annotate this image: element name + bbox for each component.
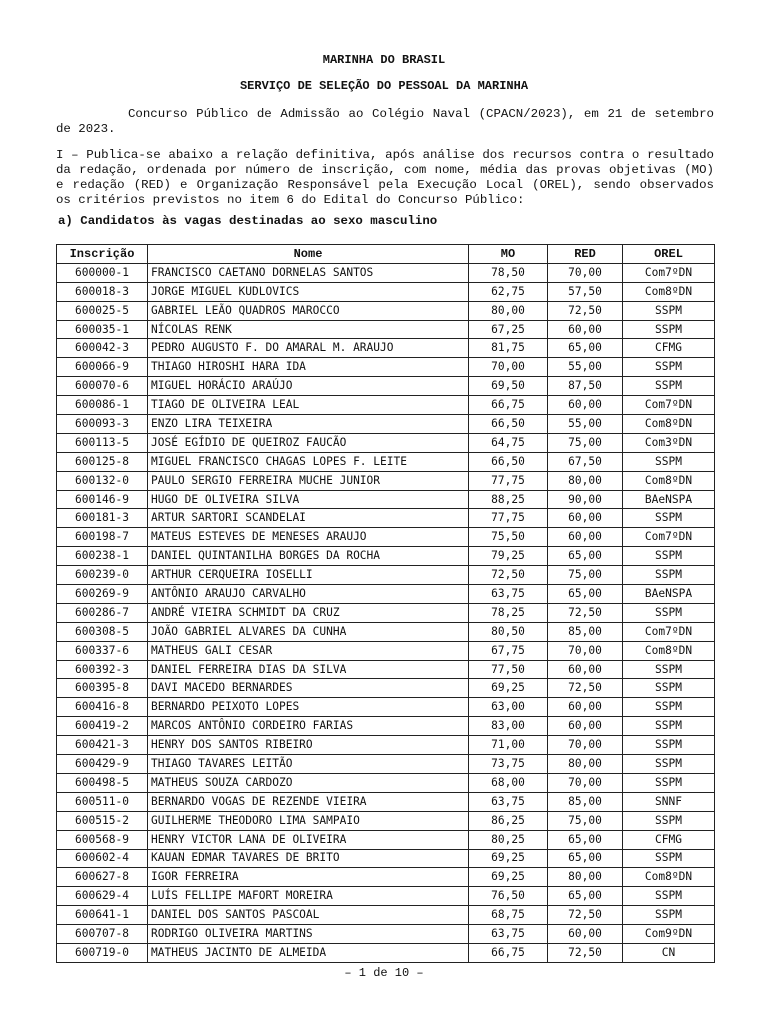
cell-red: 70,00 <box>548 641 623 660</box>
cell-red: 65,00 <box>548 830 623 849</box>
cell-orel: BAeNSPA <box>623 490 715 509</box>
cell-orel: SSPM <box>623 452 715 471</box>
cell-mo: 66,75 <box>469 396 548 415</box>
cell-inscricao: 600419-2 <box>57 717 148 736</box>
cell-nome: TIAGO DE OLIVEIRA LEAL <box>148 396 469 415</box>
cell-nome: DAVI MACEDO BERNARDES <box>148 679 469 698</box>
cell-orel: SSPM <box>623 358 715 377</box>
cell-red: 87,50 <box>548 377 623 396</box>
cell-red: 65,00 <box>548 547 623 566</box>
cell-red: 72,50 <box>548 679 623 698</box>
cell-mo: 80,50 <box>469 622 548 641</box>
cell-inscricao: 600066-9 <box>57 358 148 377</box>
table-row <box>57 660 715 679</box>
cell-red: 57,50 <box>548 282 623 301</box>
cell-nome: NÍCOLAS RENK <box>148 320 469 339</box>
cell-orel: SSPM <box>623 320 715 339</box>
cell-orel: SSPM <box>623 755 715 774</box>
cell-orel: SSPM <box>623 811 715 830</box>
cell-red: 80,00 <box>548 755 623 774</box>
cell-mo: 66,75 <box>469 943 548 962</box>
cell-mo: 69,25 <box>469 679 548 698</box>
cell-red: 75,00 <box>548 433 623 452</box>
cell-inscricao: 600602-4 <box>57 849 148 868</box>
cell-mo: 83,00 <box>469 717 548 736</box>
table-row <box>57 868 715 887</box>
cell-inscricao: 600042-3 <box>57 339 148 358</box>
cell-inscricao: 600000-1 <box>57 263 148 282</box>
cell-red: 60,00 <box>548 320 623 339</box>
cell-nome: MATHEUS SOUZA CARDOZO <box>148 773 469 792</box>
cell-inscricao: 600337-6 <box>57 641 148 660</box>
cell-inscricao: 600198-7 <box>57 528 148 547</box>
cell-orel: Com8ºDN <box>623 471 715 490</box>
cell-nome: DANIEL FERREIRA DIAS DA SILVA <box>148 660 469 679</box>
cell-inscricao: 600113-5 <box>57 433 148 452</box>
cell-nome: MIGUEL FRANCISCO CHAGAS LOPES F. LEITE <box>148 452 469 471</box>
cell-red: 55,00 <box>548 415 623 434</box>
cell-mo: 68,00 <box>469 773 548 792</box>
table-row <box>57 755 715 774</box>
cell-mo: 79,25 <box>469 547 548 566</box>
cell-orel: SSPM <box>623 301 715 320</box>
table-row <box>57 849 715 868</box>
cell-inscricao: 600416-8 <box>57 698 148 717</box>
table-row <box>57 906 715 925</box>
cell-orel: CFMG <box>623 339 715 358</box>
cell-red: 60,00 <box>548 660 623 679</box>
cell-nome: IGOR FERREIRA <box>148 868 469 887</box>
cell-red: 70,00 <box>548 773 623 792</box>
cell-mo: 64,75 <box>469 433 548 452</box>
cell-red: 55,00 <box>548 358 623 377</box>
cell-mo: 88,25 <box>469 490 548 509</box>
cell-orel: SSPM <box>623 679 715 698</box>
cell-inscricao: 600511-0 <box>57 792 148 811</box>
table-row <box>57 887 715 906</box>
cell-red: 80,00 <box>548 868 623 887</box>
cell-inscricao: 600238-1 <box>57 547 148 566</box>
table-row <box>57 736 715 755</box>
cell-red: 60,00 <box>548 509 623 528</box>
cell-nome: RODRIGO OLIVEIRA MARTINS <box>148 925 469 944</box>
cell-red: 60,00 <box>548 925 623 944</box>
cell-red: 90,00 <box>548 490 623 509</box>
cell-mo: 66,50 <box>469 452 548 471</box>
cell-mo: 71,00 <box>469 736 548 755</box>
table-row <box>57 547 715 566</box>
cell-inscricao: 600035-1 <box>57 320 148 339</box>
cell-orel: SSPM <box>623 660 715 679</box>
table-row <box>57 830 715 849</box>
cell-orel: SNNF <box>623 792 715 811</box>
table-row <box>57 566 715 585</box>
cell-mo: 69,25 <box>469 849 548 868</box>
cell-inscricao: 600627-8 <box>57 868 148 887</box>
cell-nome: ARTHUR CERQUEIRA IOSELLI <box>148 566 469 585</box>
cell-red: 70,00 <box>548 736 623 755</box>
table-row <box>57 339 715 358</box>
cell-orel: CN <box>623 943 715 962</box>
cell-orel: Com9ºDN <box>623 925 715 944</box>
cell-red: 80,00 <box>548 471 623 490</box>
cell-nome: DANIEL QUINTANILHA BORGES DA ROCHA <box>148 547 469 566</box>
cell-orel: SSPM <box>623 698 715 717</box>
cell-inscricao: 600429-9 <box>57 755 148 774</box>
cell-red: 75,00 <box>548 811 623 830</box>
publication-paragraph: I – Publica-se abaixo a relação definitiva, após análise dos recursos contra o resultado da redação, ordenada por número de inscrição, com nome, média das provas objetivas (MO) e redação (RED) e Organização Responsável pela Execução Local (OREL), sendo observados os critérios previstos no item 6 do Edital do Concurso Público: <box>56 148 714 207</box>
table-row <box>57 282 715 301</box>
table-row <box>57 415 715 434</box>
table-row <box>57 717 715 736</box>
cell-mo: 75,50 <box>469 528 548 547</box>
table-row <box>57 585 715 604</box>
cell-orel: SSPM <box>623 377 715 396</box>
cell-nome: JOSÉ EGÍDIO DE QUEIROZ FAUCÃO <box>148 433 469 452</box>
table-row <box>57 509 715 528</box>
cell-orel: SSPM <box>623 849 715 868</box>
table-row <box>57 320 715 339</box>
cell-mo: 62,75 <box>469 282 548 301</box>
table-row <box>57 622 715 641</box>
table-row <box>57 301 715 320</box>
cell-mo: 70,00 <box>469 358 548 377</box>
service-title: SERVIÇO DE SELEÇÃO DO PESSOAL DA MARINHA <box>239 79 529 93</box>
cell-inscricao: 600239-0 <box>57 566 148 585</box>
table-row <box>57 641 715 660</box>
cell-inscricao: 600018-3 <box>57 282 148 301</box>
table-row <box>57 679 715 698</box>
cell-inscricao: 600498-5 <box>57 773 148 792</box>
cell-nome: ANTÔNIO ARAUJO CARVALHO <box>148 585 469 604</box>
cell-inscricao: 600086-1 <box>57 396 148 415</box>
cell-mo: 77,50 <box>469 660 548 679</box>
cell-mo: 77,75 <box>469 509 548 528</box>
cell-inscricao: 600093-3 <box>57 415 148 434</box>
cell-orel: SSPM <box>623 717 715 736</box>
cell-inscricao: 600181-3 <box>57 509 148 528</box>
header-red: RED <box>548 245 623 264</box>
cell-nome: HUGO DE OLIVEIRA SILVA <box>148 490 469 509</box>
cell-nome: HENRY DOS SANTOS RIBEIRO <box>148 736 469 755</box>
cell-red: 60,00 <box>548 698 623 717</box>
cell-nome: HENRY VICTOR LANA DE OLIVEIRA <box>148 830 469 849</box>
table-row <box>57 528 715 547</box>
section-title: a) Candidatos às vagas destinadas ao sexo masculino <box>58 214 438 228</box>
results-table <box>56 244 715 963</box>
cell-inscricao: 600707-8 <box>57 925 148 944</box>
cell-inscricao: 600132-0 <box>57 471 148 490</box>
header-nome: Nome <box>148 245 469 264</box>
cell-nome: JOÃO GABRIEL ALVARES DA CUNHA <box>148 622 469 641</box>
header-mo: MO <box>469 245 548 264</box>
cell-mo: 78,25 <box>469 603 548 622</box>
cell-red: 72,50 <box>548 943 623 962</box>
table-row <box>57 396 715 415</box>
cell-inscricao: 600421-3 <box>57 736 148 755</box>
cell-red: 60,00 <box>548 717 623 736</box>
cell-mo: 63,75 <box>469 925 548 944</box>
cell-nome: JORGE MIGUEL KUDLOVICS <box>148 282 469 301</box>
cell-mo: 68,75 <box>469 906 548 925</box>
table-row <box>57 792 715 811</box>
cell-nome: MARCOS ANTÔNIO CORDEIRO FARIAS <box>148 717 469 736</box>
cell-orel: SSPM <box>623 887 715 906</box>
cell-red: 65,00 <box>548 849 623 868</box>
cell-red: 85,00 <box>548 622 623 641</box>
cell-mo: 69,25 <box>469 868 548 887</box>
cell-red: 60,00 <box>548 396 623 415</box>
table-row <box>57 452 715 471</box>
cell-red: 75,00 <box>548 566 623 585</box>
cell-orel: SSPM <box>623 566 715 585</box>
cell-nome: PEDRO AUGUSTO F. DO AMARAL M. ARAUJO <box>148 339 469 358</box>
cell-inscricao: 600070-6 <box>57 377 148 396</box>
cell-mo: 63,75 <box>469 792 548 811</box>
cell-orel: Com7ºDN <box>623 528 715 547</box>
cell-inscricao: 600286-7 <box>57 603 148 622</box>
header-orel: OREL <box>623 245 715 264</box>
cell-mo: 66,50 <box>469 415 548 434</box>
cell-mo: 78,50 <box>469 263 548 282</box>
cell-red: 65,00 <box>548 887 623 906</box>
cell-nome: MIGUEL HORÁCIO ARAÚJO <box>148 377 469 396</box>
cell-orel: Com8ºDN <box>623 415 715 434</box>
cell-inscricao: 600392-3 <box>57 660 148 679</box>
table-row <box>57 811 715 830</box>
table-row <box>57 490 715 509</box>
cell-nome: ENZO LIRA TEIXEIRA <box>148 415 469 434</box>
cell-orel: BAeNSPA <box>623 585 715 604</box>
cell-red: 72,50 <box>548 301 623 320</box>
table-row <box>57 603 715 622</box>
table-row <box>57 433 715 452</box>
cell-mo: 72,50 <box>469 566 548 585</box>
cell-nome: PAULO SERGIO FERREIRA MUCHE JUNIOR <box>148 471 469 490</box>
cell-mo: 81,75 <box>469 339 548 358</box>
cell-orel: SSPM <box>623 736 715 755</box>
cell-inscricao: 600308-5 <box>57 622 148 641</box>
cell-mo: 73,75 <box>469 755 548 774</box>
cell-mo: 80,00 <box>469 301 548 320</box>
table-row <box>57 773 715 792</box>
cell-orel: Com7ºDN <box>623 263 715 282</box>
cell-mo: 67,25 <box>469 320 548 339</box>
cell-nome: MATEUS ESTEVES DE MENESES ARAUJO <box>148 528 469 547</box>
cell-orel: SSPM <box>623 773 715 792</box>
cell-nome: ARTUR SARTORI SCANDELAI <box>148 509 469 528</box>
cell-red: 67,50 <box>548 452 623 471</box>
cell-red: 72,50 <box>548 906 623 925</box>
cell-mo: 86,25 <box>469 811 548 830</box>
cell-nome: KAUAN EDMAR TAVARES DE BRITO <box>148 849 469 868</box>
cell-nome: GUILHERME THEODORO LIMA SAMPAIO <box>148 811 469 830</box>
cell-red: 85,00 <box>548 792 623 811</box>
cell-inscricao: 600515-2 <box>57 811 148 830</box>
cell-nome: LUÍS FELLIPE MAFORT MOREIRA <box>148 887 469 906</box>
cell-orel: CFMG <box>623 830 715 849</box>
cell-orel: SSPM <box>623 547 715 566</box>
cell-red: 65,00 <box>548 585 623 604</box>
cell-mo: 69,50 <box>469 377 548 396</box>
cell-mo: 63,00 <box>469 698 548 717</box>
org-title: MARINHA DO BRASIL <box>322 53 446 67</box>
table-body <box>57 263 715 962</box>
cell-inscricao: 600025-5 <box>57 301 148 320</box>
cell-inscricao: 600269-9 <box>57 585 148 604</box>
cell-inscricao: 600719-0 <box>57 943 148 962</box>
cell-orel: SSPM <box>623 906 715 925</box>
cell-inscricao: 600395-8 <box>57 679 148 698</box>
cell-inscricao: 600125-8 <box>57 452 148 471</box>
table-row <box>57 263 715 282</box>
table-row <box>57 925 715 944</box>
cell-red: 70,00 <box>548 263 623 282</box>
cell-red: 65,00 <box>548 339 623 358</box>
cell-inscricao: 600146-9 <box>57 490 148 509</box>
cell-mo: 77,75 <box>469 471 548 490</box>
cell-orel: Com8ºDN <box>623 641 715 660</box>
cell-mo: 80,25 <box>469 830 548 849</box>
cell-mo: 67,75 <box>469 641 548 660</box>
cell-nome: FRANCISCO CAETANO DORNELAS SANTOS <box>148 263 469 282</box>
table-row <box>57 698 715 717</box>
cell-orel: Com8ºDN <box>623 868 715 887</box>
cell-nome: BERNARDO VOGAS DE REZENDE VIEIRA <box>148 792 469 811</box>
cell-mo: 63,75 <box>469 585 548 604</box>
table-row <box>57 377 715 396</box>
cell-red: 72,50 <box>548 603 623 622</box>
cell-nome: THIAGO HIROSHI HARA IDA <box>148 358 469 377</box>
cell-inscricao: 600568-9 <box>57 830 148 849</box>
cell-mo: 76,50 <box>469 887 548 906</box>
cell-orel: Com8ºDN <box>623 282 715 301</box>
cell-orel: SSPM <box>623 603 715 622</box>
table-row <box>57 943 715 962</box>
cell-nome: DANIEL DOS SANTOS PASCOAL <box>148 906 469 925</box>
header-inscricao: Inscrição <box>57 245 148 264</box>
cell-nome: MATHEUS GALI CESAR <box>148 641 469 660</box>
cell-nome: BERNARDO PEIXOTO LOPES <box>148 698 469 717</box>
cell-nome: GABRIEL LEÃO QUADROS MAROCCO <box>148 301 469 320</box>
intro-paragraph: Concurso Público de Admissão ao Colégio Naval (CPACN/2023), em 21 de setembro de 2023. <box>56 107 714 136</box>
cell-nome: MATHEUS JACINTO DE ALMEIDA <box>148 943 469 962</box>
table-header-row <box>57 245 715 264</box>
page-footer: – 1 de 10 – <box>344 966 424 980</box>
cell-inscricao: 600629-4 <box>57 887 148 906</box>
cell-orel: Com7ºDN <box>623 622 715 641</box>
cell-inscricao: 600641-1 <box>57 906 148 925</box>
table-row <box>57 471 715 490</box>
cell-nome: ANDRÉ VIEIRA SCHMIDT DA CRUZ <box>148 603 469 622</box>
cell-red: 60,00 <box>548 528 623 547</box>
cell-nome: THIAGO TAVARES LEITÃO <box>148 755 469 774</box>
cell-orel: Com3ºDN <box>623 433 715 452</box>
table-row <box>57 358 715 377</box>
cell-orel: Com7ºDN <box>623 396 715 415</box>
cell-orel: SSPM <box>623 509 715 528</box>
